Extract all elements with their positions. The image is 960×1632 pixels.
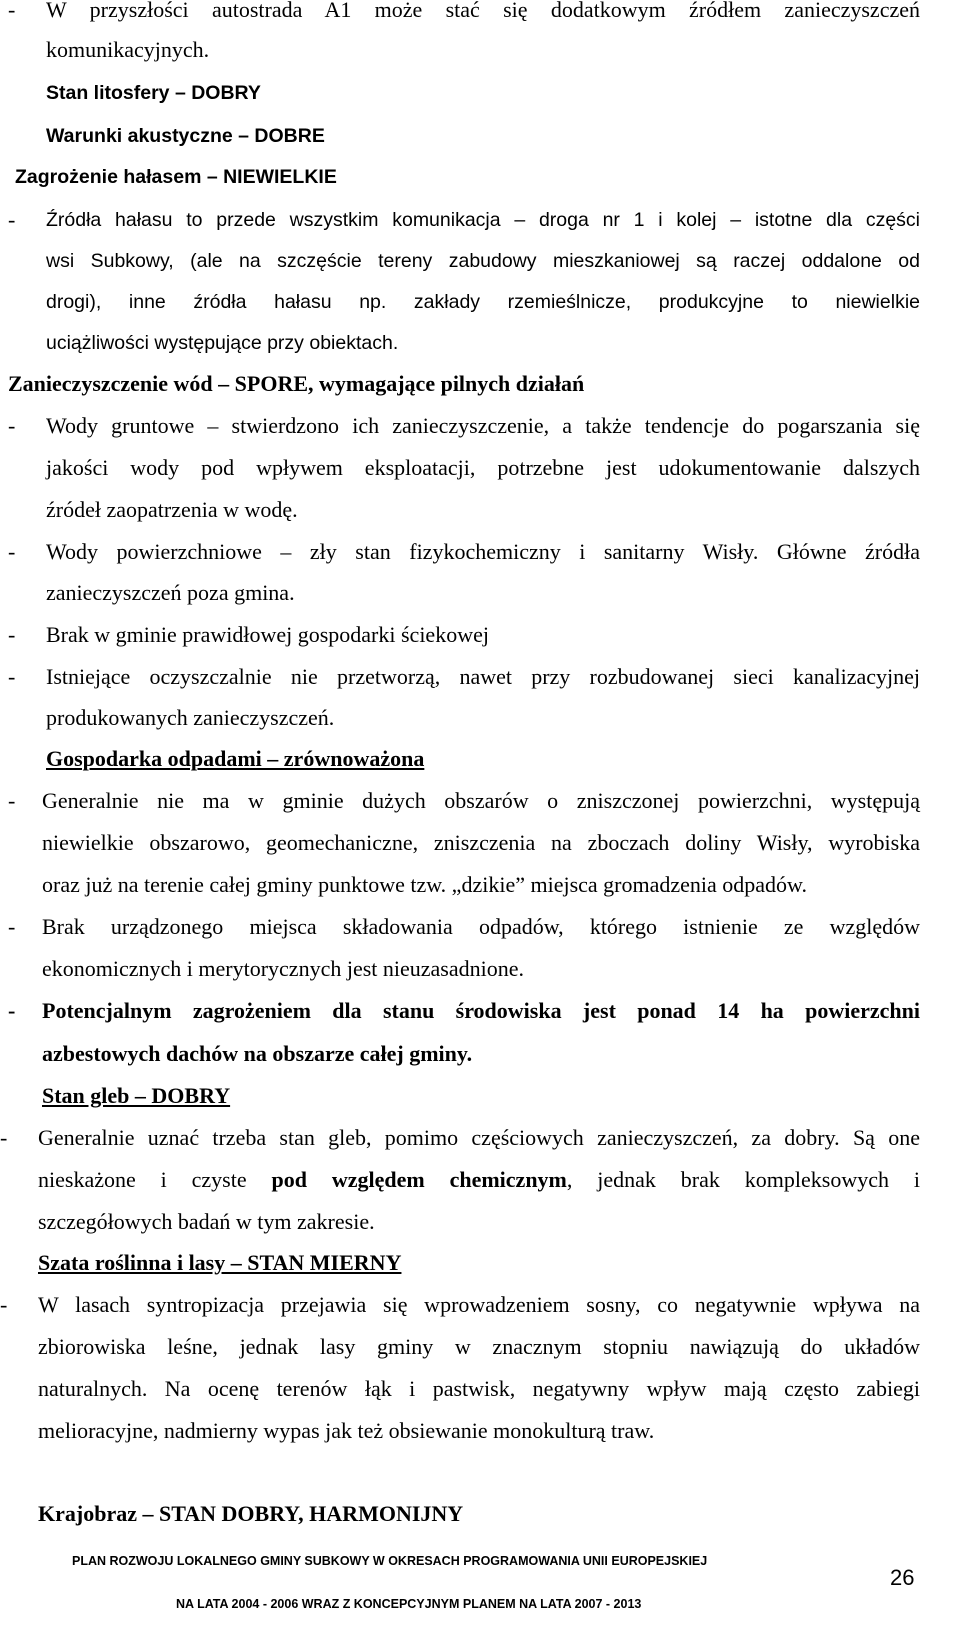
waste-storage-line-1: Brak urządzonego miejsca składowania odpadów, którego istnienie ze względów <box>42 914 920 939</box>
vegetation-heading: Szata roślinna i lasy – STAN MIERNY <box>38 1250 402 1275</box>
footer-line-1: PLAN ROZWOJU LOKALNEGO GMINY SUBKOWY W OKRESACH PROGRAMOWANIA UNII EUROPEJSKIEJ <box>72 1554 708 1568</box>
treatment-line-2: produkowanych zanieczyszczeń. <box>46 705 335 730</box>
bullet-dash: - <box>0 1125 8 1150</box>
bullet-dash: - <box>8 413 16 438</box>
treatment-line-1: Istniejące oczyszczalnie nie przetworzą, nawet przy rozbudowanej sieci kanalizacyjnej <box>46 664 920 689</box>
bullet-dash: - <box>8 998 16 1023</box>
footer-line-2: NA LATA 2004 - 2006 WRAZ Z KONCEPCYJNYM PLANEM NA LATA 2007 - 2013 <box>176 1597 642 1611</box>
soil-line-2-post: , jednak brak kompleksowych i <box>566 1167 920 1192</box>
sewage-line: Brak w gminie prawidłowej gospodarki ściekowej <box>46 622 489 647</box>
vegetation-line-3: naturalnych. Na ocenę terenów łąk i pastwisk, negatywny wpływ mają często zabiegi <box>38 1376 920 1401</box>
groundwater-line-2: jakości wody pod wpływem eksploatacji, potrzebne jest udokumentowanie dalszych <box>46 455 920 480</box>
vegetation-line-4: melioracyjne, nadmierny wypas jak też obsiewanie monokulturą traw. <box>38 1418 655 1443</box>
soil-line-2 <box>38 1166 920 1194</box>
asbestos-line-1: Potencjalnym zagrożeniem dla stanu środowiska jest ponad 14 ha powierzchni <box>42 998 920 1023</box>
soil-heading: Stan gleb – DOBRY <box>42 1083 231 1108</box>
noise-threat-status: Zagrożenie hałasem – NIEWIELKIE <box>15 166 337 188</box>
highway-line-1: W przyszłości autostrada A1 może stać się dodatkowym źródłem zanieczyszczeń <box>46 0 920 22</box>
bullet-dash: - <box>8 207 16 232</box>
waste-general-line-1: Generalnie nie ma w gminie dużych obszarów o zniszczonej powierzchni, występują <box>42 788 920 813</box>
waste-general-line-3: oraz już na terenie całej gminy punktowe tzw. „dzikie” miejsca gromadzenia odpadów. <box>42 872 807 897</box>
acoustic-status: Warunki akustyczne – DOBRE <box>46 125 325 147</box>
bullet-dash: - <box>8 0 16 22</box>
water-heading: Zanieczyszczenie wód – SPORE, wymagające pilnych działań <box>8 371 585 396</box>
bullet-dash: - <box>8 622 16 647</box>
bullet-dash: - <box>8 914 16 939</box>
highway-line-2: komunikacyjnych. <box>46 37 210 62</box>
soil-line-3: szczegółowych badań w tym zakresie. <box>38 1209 375 1234</box>
landscape-status: Krajobraz – STAN DOBRY, HARMONIJNY <box>38 1501 464 1526</box>
surface-water-line-2: zanieczyszczeń poza gmina. <box>46 580 295 605</box>
asbestos-line-2: azbestowych dachów na obszarze całej gminy. <box>42 1041 473 1066</box>
surface-water-line-1: Wody powierzchniowe – zły stan fizykochemiczny i sanitarny Wisły. Główne źródła <box>46 539 920 564</box>
noise-sources-line-1: Źródła hałasu to przede wszystkim komunikacja – droga nr 1 i kolej – istotne dla części <box>46 209 920 231</box>
bullet-dash: - <box>0 1292 8 1317</box>
waste-general-line-2: niewielkie obszarowo, geomechaniczne, zniszczenia na zboczach doliny Wisły, wyrobiska <box>42 830 920 855</box>
vegetation-line-1: W lasach syntropizacja przejawia się wprowadzeniem sosny, co negatywnie wpływa na <box>38 1292 920 1317</box>
noise-sources-line-3: drogi), inne źródła hałasu np. zakłady rzemieślnicze, produkcyjne to niewielkie <box>46 291 920 313</box>
soil-line-2-emphasis: pod względem chemicznym <box>271 1167 567 1192</box>
waste-storage-line-2: ekonomicznych i merytorycznych jest nieuzasadnione. <box>42 956 524 981</box>
soil-line-1: Generalnie uznać trzeba stan gleb, pomimo częściowych zanieczyszczeń, za dobry. Są one <box>38 1125 920 1150</box>
groundwater-line-3: źródeł zaopatrzenia w wodę. <box>46 497 298 522</box>
page-number: 26 <box>890 1565 915 1590</box>
lithosphere-status: Stan litosfery – DOBRY <box>46 82 261 104</box>
waste-heading: Gospodarka odpadami – zrównoważona <box>46 746 425 771</box>
soil-line-2-pre: nieskażone i czyste <box>38 1167 247 1192</box>
noise-sources-line-4: uciążliwości występujące przy obiektach. <box>46 332 399 354</box>
groundwater-line-1: Wody gruntowe – stwierdzono ich zanieczyszczenie, a także tendencje do pogarszania się <box>46 413 920 438</box>
noise-sources-line-2: wsi Subkowy, (ale na szczęście tereny zabudowy mieszkaniowej są raczej oddalone od <box>46 250 920 272</box>
bullet-dash: - <box>8 664 16 689</box>
bullet-dash: - <box>8 788 16 813</box>
vegetation-line-2: zbiorowiska leśne, jednak lasy gminy w znacznym stopniu nawiązują do układów <box>38 1334 920 1359</box>
bullet-dash: - <box>8 539 16 564</box>
